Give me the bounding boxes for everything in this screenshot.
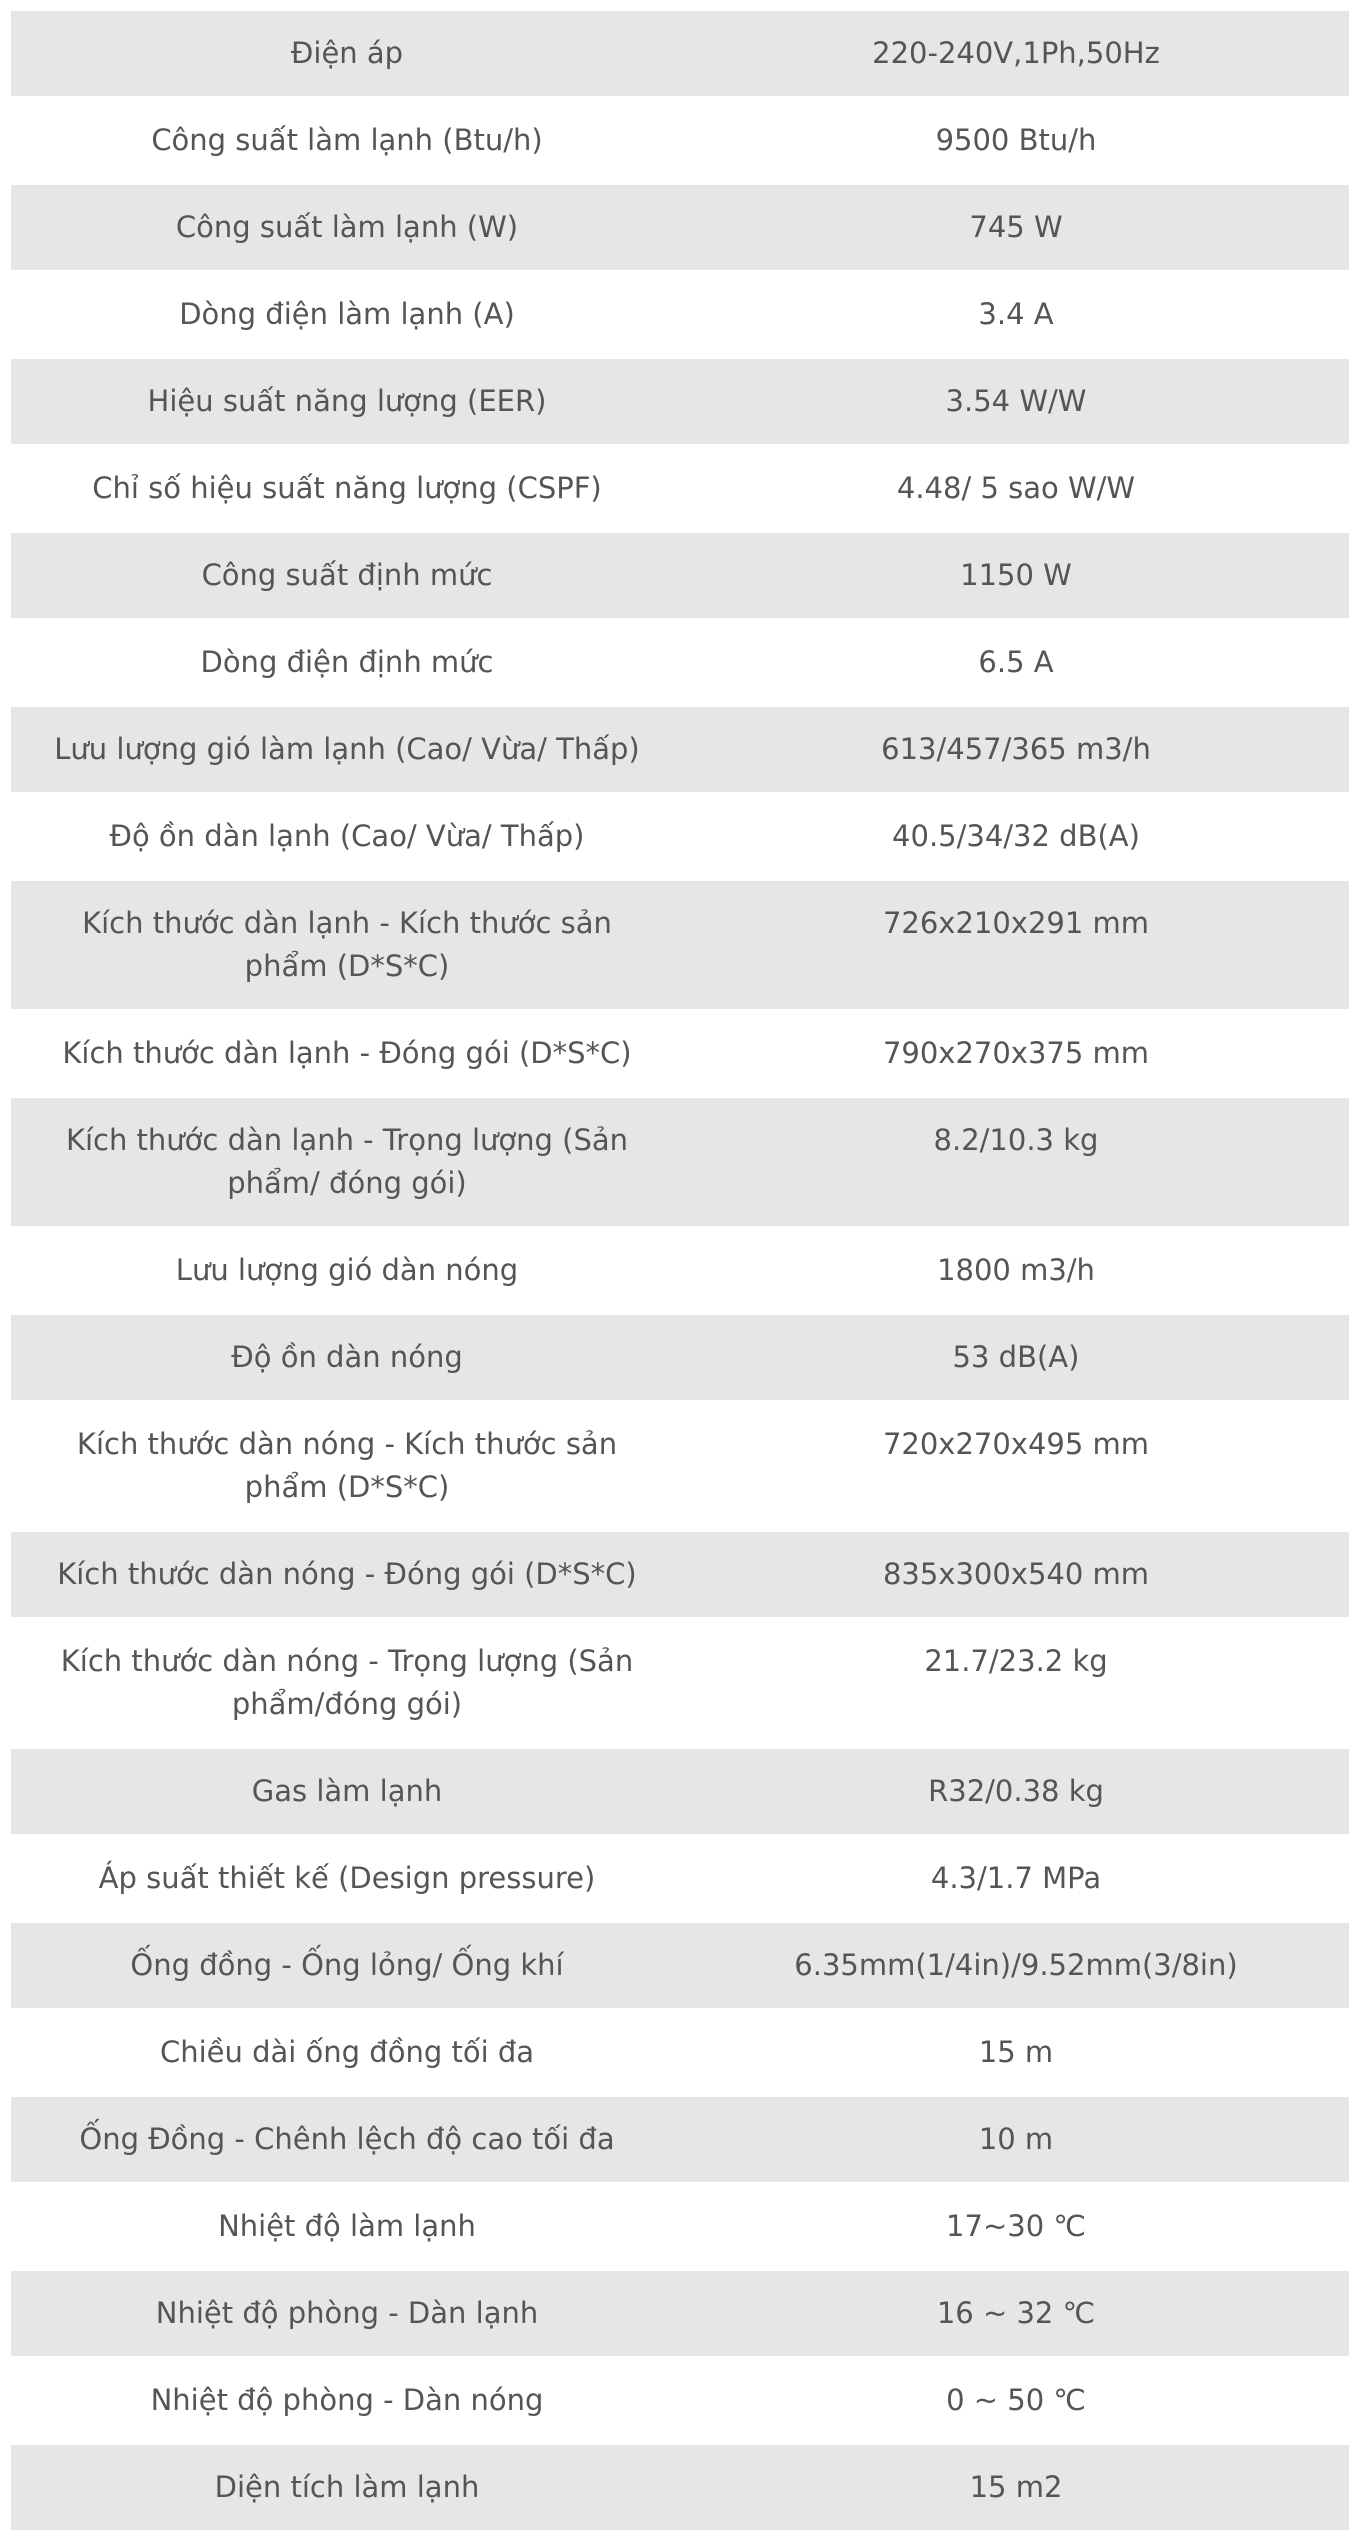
spec-row-dien-ap — [11, 11, 1349, 97]
spec-row-nhiet-do-phong-dan-nong — [11, 2357, 1349, 2444]
spec-value: 40.5/34/32 dB(A) — [683, 793, 1349, 880]
spec-row-luu-luong-gio-dan-nong — [11, 1227, 1349, 1314]
spec-label: Lưu lượng gió làm lạnh (Cao/ Vừa/ Thấp) — [11, 706, 683, 793]
spec-value: 1150 W — [683, 532, 1349, 619]
spec-row-dong-dien-dinh-muc — [11, 619, 1349, 706]
spec-row-kich-thuoc-dan-lanh-san-pham — [11, 880, 1349, 1010]
spec-row-ong-dong — [11, 1922, 1349, 2009]
spec-label: Công suất làm lạnh (W) — [11, 184, 683, 271]
spec-value: 15 m — [683, 2009, 1349, 2096]
spec-value: 4.3/1.7 MPa — [683, 1835, 1349, 1922]
spec-label: Chiều dài ống đồng tối đa — [11, 2009, 683, 2096]
spec-label: Nhiệt độ phòng - Dàn nóng — [11, 2357, 683, 2444]
spec-value: 21.7/23.2 kg — [683, 1618, 1349, 1748]
spec-row-dien-tich-lam-lanh — [11, 2444, 1349, 2531]
spec-value: 1800 m3/h — [683, 1227, 1349, 1314]
spec-value: 726x210x291 mm — [683, 880, 1349, 1010]
spec-value: 790x270x375 mm — [683, 1010, 1349, 1097]
spec-row-nhiet-do-lam-lanh — [11, 2183, 1349, 2270]
spec-label: Gas làm lạnh — [11, 1748, 683, 1835]
spec-value: 53 dB(A) — [683, 1314, 1349, 1401]
spec-label: Ống đồng - Ống lỏng/ Ống khí — [11, 1922, 683, 2009]
spec-row-nhiet-do-phong-dan-lanh — [11, 2270, 1349, 2357]
spec-row-kich-thuoc-dan-lanh-dong-goi — [11, 1010, 1349, 1097]
spec-label: Kích thước dàn lạnh - Đóng gói (D*S*C) — [11, 1010, 683, 1097]
spec-value: 835x300x540 mm — [683, 1531, 1349, 1618]
spec-row-trong-luong-dan-lanh — [11, 1097, 1349, 1227]
spec-value: 3.54 W/W — [683, 358, 1349, 445]
spec-value: 0 ~ 50 ℃ — [683, 2357, 1349, 2444]
spec-value: R32/0.38 kg — [683, 1748, 1349, 1835]
spec-row-dong-dien-lam-lanh — [11, 271, 1349, 358]
spec-value: 16 ~ 32 ℃ — [683, 2270, 1349, 2357]
spec-row-cong-suat-btu — [11, 97, 1349, 184]
spec-value: 6.35mm(1/4in)/9.52mm(3/8in) — [683, 1922, 1349, 2009]
spec-label: Áp suất thiết kế (Design pressure) — [11, 1835, 683, 1922]
spec-label: Kích thước dàn lạnh - Kích thước sản phẩm (D*S*C) — [11, 880, 683, 1010]
spec-label: Kích thước dàn lạnh - Trọng lượng (Sản phẩm/ đóng gói) — [11, 1097, 683, 1227]
spec-row-cong-suat-dinh-muc — [11, 532, 1349, 619]
spec-value: 720x270x495 mm — [683, 1401, 1349, 1531]
spec-label: Dòng điện làm lạnh (A) — [11, 271, 683, 358]
spec-label: Nhiệt độ làm lạnh — [11, 2183, 683, 2270]
spec-label: Nhiệt độ phòng - Dàn lạnh — [11, 2270, 683, 2357]
spec-row-eer — [11, 358, 1349, 445]
spec-label: Độ ồn dàn lạnh (Cao/ Vừa/ Thấp) — [11, 793, 683, 880]
spec-value: 220-240V,1Ph,50Hz — [683, 11, 1349, 97]
spec-label: Diện tích làm lạnh — [11, 2444, 683, 2531]
spec-value: 9500 Btu/h — [683, 97, 1349, 184]
spec-value: 8.2/10.3 kg — [683, 1097, 1349, 1227]
spec-label: Công suất làm lạnh (Btu/h) — [11, 97, 683, 184]
spec-row-do-on-dan-lanh — [11, 793, 1349, 880]
spec-label: Độ ồn dàn nóng — [11, 1314, 683, 1401]
spec-label: Kích thước dàn nóng - Kích thước sản phẩm (D*S*C) — [11, 1401, 683, 1531]
spec-row-luu-luong-gio-lam-lanh — [11, 706, 1349, 793]
spec-value: 613/457/365 m3/h — [683, 706, 1349, 793]
spec-row-chenh-lech-do-cao — [11, 2096, 1349, 2183]
spec-label: Ống Đồng - Chênh lệch độ cao tối đa — [11, 2096, 683, 2183]
spec-label: Điện áp — [11, 11, 683, 97]
spec-value: 15 m2 — [683, 2444, 1349, 2531]
spec-table — [11, 11, 1349, 2532]
spec-label: Chỉ số hiệu suất năng lượng (CSPF) — [11, 445, 683, 532]
spec-row-cong-suat-w — [11, 184, 1349, 271]
spec-value: 4.48/ 5 sao W/W — [683, 445, 1349, 532]
spec-label: Công suất định mức — [11, 532, 683, 619]
spec-value: 17~30 ℃ — [683, 2183, 1349, 2270]
spec-row-gas-lam-lanh — [11, 1748, 1349, 1835]
spec-row-trong-luong-dan-nong — [11, 1618, 1349, 1748]
spec-row-kich-thuoc-dan-nong-san-pham — [11, 1401, 1349, 1531]
spec-label: Lưu lượng gió dàn nóng — [11, 1227, 683, 1314]
spec-label: Kích thước dàn nóng - Đóng gói (D*S*C) — [11, 1531, 683, 1618]
spec-label: Kích thước dàn nóng - Trọng lượng (Sản phẩm/đóng gói) — [11, 1618, 683, 1748]
spec-label: Dòng điện định mức — [11, 619, 683, 706]
spec-value: 3.4 A — [683, 271, 1349, 358]
spec-label: Hiệu suất năng lượng (EER) — [11, 358, 683, 445]
spec-value: 6.5 A — [683, 619, 1349, 706]
spec-value: 10 m — [683, 2096, 1349, 2183]
spec-row-kich-thuoc-dan-nong-dong-goi — [11, 1531, 1349, 1618]
spec-row-chieu-dai-ong-dong — [11, 2009, 1349, 2096]
spec-row-ap-suat-thiet-ke — [11, 1835, 1349, 1922]
spec-value: 745 W — [683, 184, 1349, 271]
spec-row-do-on-dan-nong — [11, 1314, 1349, 1401]
spec-row-cspf — [11, 445, 1349, 532]
